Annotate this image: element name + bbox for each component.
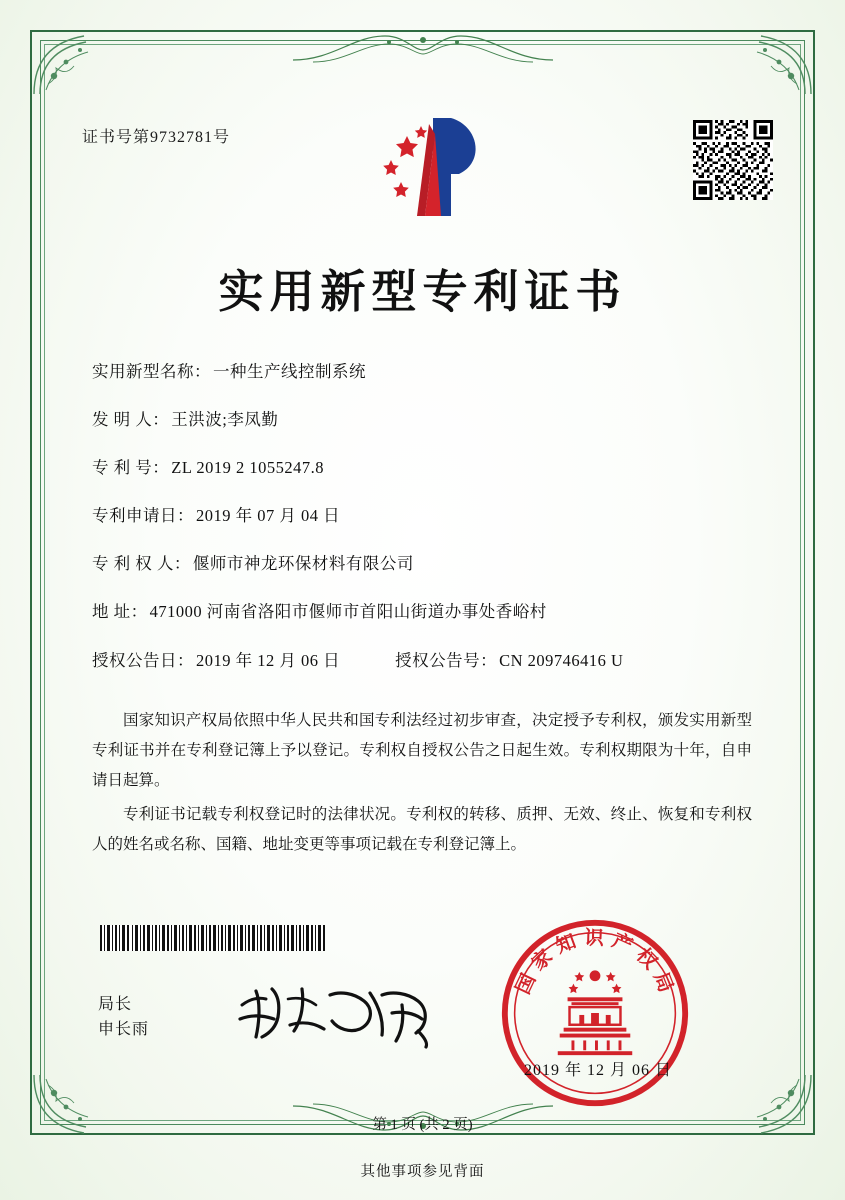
seal-date: 2019 年 12 月 06 日 <box>524 1062 673 1079</box>
field-value: 王洪波;李凤勤 <box>171 410 279 430</box>
director-signature-block <box>98 992 149 1042</box>
corner-ornament-icon <box>32 32 118 96</box>
director-name: 申长雨 <box>98 1021 150 1038</box>
director-title: 局长 <box>98 996 133 1013</box>
field-row-address <box>92 600 762 623</box>
page-number: 第 1 页 (共 2 页) <box>372 1117 473 1133</box>
official-seal <box>497 915 693 1111</box>
field-row-grant-announcement <box>92 649 762 672</box>
field-label: 发 明 人： <box>92 410 170 430</box>
field-value-grant-date: 2019 年 12 月 06 日 <box>196 650 341 670</box>
top-center-ornament-icon <box>293 26 553 66</box>
cnipa-logo-icon <box>355 112 505 224</box>
field-row-utility-model-name <box>92 360 762 383</box>
qr-code-icon <box>693 120 773 200</box>
field-label: 专 利 权 人： <box>92 554 191 574</box>
page-title: 实用新型专利证书 <box>218 265 627 318</box>
legal-paragraph-2: 专利证书记载专利权登记时的法律状况。专利权的转移、质押、无效、终止、恢复和专利权人的姓名或名称、国籍、地址变更等事项记载在专利登记簿上。 <box>92 806 752 853</box>
field-label: 专利申请日： <box>92 506 194 526</box>
legal-text <box>92 706 752 864</box>
field-label: 实用新型名称： <box>92 362 211 381</box>
field-value: ZL 2019 2 1055247.8 <box>171 458 325 478</box>
barcode-icon <box>100 925 325 951</box>
field-label: 专 利 号： <box>92 458 170 478</box>
field-value: 2019 年 07 月 04 日 <box>196 506 341 526</box>
field-value: 一种生产线控制系统 <box>213 362 366 381</box>
corner-ornament-icon <box>727 32 813 96</box>
field-label-grant-number: 授权公告号： <box>395 650 498 670</box>
field-value: 偃师市神龙环保材料有限公司 <box>192 554 414 574</box>
field-row-patentee <box>92 552 762 575</box>
svg-text:国家知识产权局: 国家知识产权局 <box>511 926 681 1002</box>
field-row-patent-number <box>92 456 762 479</box>
certificate-number: 证书号第9732781号 <box>82 129 231 146</box>
field-value: 471000 河南省洛阳市偃师市首阳山街道办事处香峪村 <box>149 602 547 622</box>
footer-note: 其他事项参见背面 <box>360 1164 485 1180</box>
legal-paragraph-1: 国家知识产权局依照中华人民共和国专利法经过初步审查，决定授予专利权，颁发实用新型专利证书并在专利登记簿上予以登记。专利权自授权公告之日起生效。专利权期限为十年，自申请日起算。 <box>92 712 752 789</box>
field-row-application-date <box>92 504 762 527</box>
handwritten-signature-icon <box>232 975 442 1053</box>
grant-announcement-number-group <box>395 649 623 672</box>
field-label: 地 址： <box>92 602 148 622</box>
patent-fields <box>92 360 762 697</box>
field-row-inventor <box>92 408 762 431</box>
field-value-grant-number: CN 209746416 U <box>499 650 624 670</box>
field-label-grant-date: 授权公告日： <box>92 650 194 670</box>
